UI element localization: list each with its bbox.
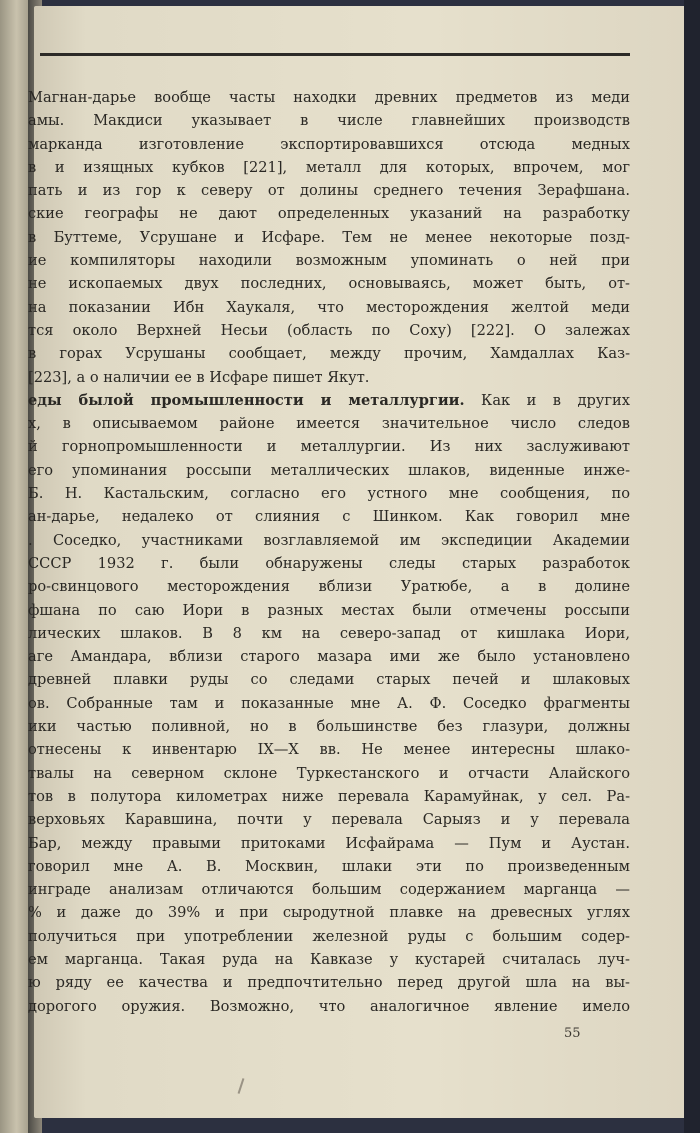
- body-text: [28, 86, 630, 1018]
- paragraph-2-line: Б. Н. Кастальским, согласно его устного мне сообщения, по: [28, 485, 630, 503]
- paragraph-1-line: ие компиляторы находили возможным упоминать о ней при: [28, 252, 630, 270]
- paragraph-2-line: твалы на северном склоне Туркестанского и отчасти Алайского: [28, 764, 630, 782]
- paragraph-1-line: в горах Усрушаны сообщает, между прочим, Хамдаллах Каз-: [28, 345, 630, 363]
- paragraph-1-line: пать и из гор к северу от долины среднего течения Зерафшана.: [28, 182, 630, 200]
- paragraph-1-line: [223], а о наличии ее в Исфаре пишет Якут.: [28, 368, 370, 386]
- paragraph-1-line: в Буттеме, Усрушане и Исфаре. Тем не менее некоторые позд-: [28, 228, 630, 246]
- paragraph-2-line: ики частью поливной, но в большинстве без глазури, должны: [28, 718, 630, 736]
- left-page-edge: [0, 0, 30, 1133]
- paragraph-2-line: й горнопромышленности и металлургии. Из них заслуживают: [28, 438, 630, 456]
- paragraph-2-line: фшана по саю Иори в разных местах были отмечены россыпи: [28, 601, 630, 619]
- paragraph-2-line: х, в описываемом районе имеется значительное число следов: [28, 415, 630, 433]
- paragraph-2-line: дорогого оружия. Возможно, что аналогичное явление имело: [28, 997, 630, 1015]
- paragraph-2-line: получиться при употреблении железной руды с большим содер-: [28, 927, 630, 945]
- paragraph-2-line: ем марганца. Такая руда на Кавказе у кустарей считалась луч-: [28, 950, 630, 968]
- paragraph-2-line: аге Амандара, вблизи старого мазара ими же было установлено: [28, 648, 630, 666]
- paragraph-2-line: тов в полутора километрах ниже перевала Карамуйнак, у сел. Ра-: [28, 787, 630, 805]
- paragraph-2-line: древней плавки руды со следами старых печей и шлаковых: [28, 671, 630, 689]
- paragraph-2-line: его упоминания россыпи металлических шлаков, виденные инже-: [28, 461, 630, 479]
- paragraph-2-line: инграде анализам отличаются большим содержанием марганца —: [28, 881, 630, 899]
- paragraph-2-line: ю ряду ее качества и предпочтительно перед другой шла на вы-: [28, 974, 630, 992]
- paragraph-2-line: . Соседко, участниками возглавляемой им экспедиции Академии: [28, 531, 630, 549]
- paragraph-2-line: верховьях Каравшина, почти у перевала Сарыяз и у перевала: [28, 811, 630, 829]
- background-right: [684, 0, 700, 1133]
- section-heading-line: [28, 389, 630, 412]
- paragraph-1-line: Магнан-дарье вообще часты находки древних предметов из меди: [28, 89, 630, 106]
- paragraph-2-line: говорил мне А. В. Москвин, шлаки эти по произведенным: [28, 857, 630, 875]
- header-rule: [40, 53, 630, 56]
- paragraph-1-line: в и изящных кубков [221], металл для которых, впрочем, мог: [28, 158, 630, 176]
- page-number: 55: [564, 1026, 581, 1041]
- paragraph-1-line: на показании Ибн Хаукаля, что месторождения желтой меди: [28, 298, 630, 316]
- paragraph-2-line: % и даже до 39% и при сыродутной плавке на древесных углях: [28, 904, 630, 922]
- paragraph-1-line: амы. Макдиси указывает в числе главнейших производств: [28, 112, 630, 130]
- paragraph-1-line: тся около Верхней Несьи (область по Соху) [222]. О залежах: [28, 321, 630, 339]
- paragraph-2-line: ан-дарье, недалеко от слияния с Шинком. Как говорил мне: [28, 508, 630, 526]
- paragraph-1-line: марканда изготовление экспортировавшихся отсюда медных: [28, 135, 630, 153]
- paragraph-1-line: не ископаемых двух последних, основываясь, может быть, от-: [28, 275, 630, 293]
- paragraph-2-line: отнесены к инвентарю IX—X вв. Не менее интересны шлако-: [28, 741, 630, 759]
- paragraph-2-line: лических шлаков. В 8 км на северо-запад от кишлака Иори,: [28, 624, 630, 642]
- book-page: [28, 6, 686, 1118]
- paragraph-2-line: ро-свинцового месторождения вблизи Уратюбе, а в долине: [28, 578, 630, 596]
- section-heading: еды былой промышленности и металлургии.: [28, 391, 465, 409]
- paragraph-2-line: СССР 1932 г. были обнаружены следы старых разработок: [28, 554, 630, 572]
- section-heading-continuation: Как и в других: [464, 391, 630, 409]
- paragraph-2-line: ов. Собранные там и показанные мне А. Ф. Соседко фрагменты: [28, 694, 630, 712]
- paragraph-2-line: Бар, между правыми притоками Исфайрама — Пум и Аустан.: [28, 834, 630, 852]
- paragraph-1-line: ские географы не дают определенных указаний на разработку: [28, 205, 630, 223]
- pencil-mark: [238, 1078, 245, 1094]
